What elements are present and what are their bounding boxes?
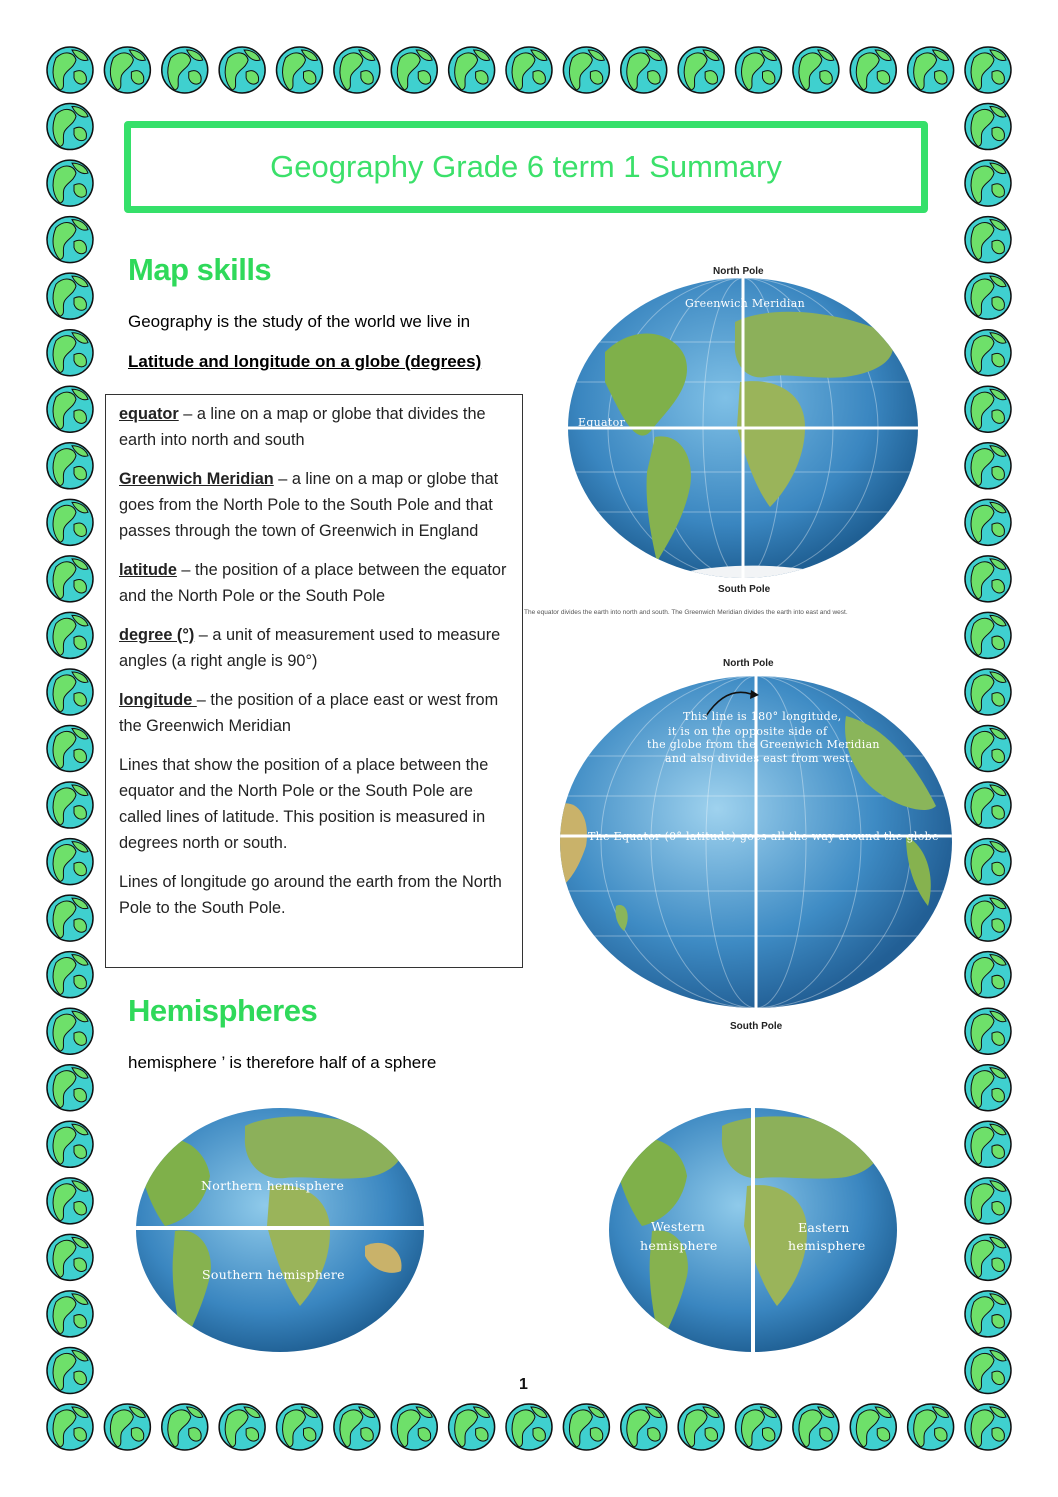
border-globe-icon xyxy=(162,1404,208,1450)
border-globe-icon xyxy=(219,47,265,93)
border-globe-icon xyxy=(47,612,93,658)
border-globe-icon xyxy=(850,1404,896,1450)
border-globe-icon xyxy=(47,782,93,828)
def-text: the position of a place east or west from the Greenwich Meridian xyxy=(119,691,499,735)
border-globe-icon xyxy=(391,47,437,93)
border-globe-icon xyxy=(965,217,1011,263)
border-globe-icon xyxy=(965,330,1011,376)
border-globe-icon xyxy=(965,839,1011,885)
border-globe-icon xyxy=(965,1291,1011,1337)
border-globe-icon xyxy=(908,47,954,93)
border-globe-icon xyxy=(965,1234,1011,1280)
border-globe-icon xyxy=(965,1178,1011,1224)
border-globe-icon xyxy=(678,1404,724,1450)
def-text: a line on a map or globe that goes from the North Pole to the South Pole and that passes through the town of Greenwich in England xyxy=(119,470,499,540)
border-globe-icon xyxy=(563,1404,609,1450)
border-globe-icon xyxy=(47,386,93,432)
border-globe-icon xyxy=(334,47,380,93)
border-globe-icon xyxy=(47,1404,93,1450)
label-eastern-2: hemisphere xyxy=(788,1238,866,1253)
label-western-2: hemisphere xyxy=(640,1238,718,1253)
border-globe-icon xyxy=(47,1065,93,1111)
globe-north-south xyxy=(135,1106,425,1356)
intro-text: Geography is the study of the world we live in xyxy=(128,312,471,331)
hemispheres-heading: Hemispheres xyxy=(128,993,318,1028)
border-globe-icon xyxy=(47,895,93,941)
border-globe-icon xyxy=(793,47,839,93)
border-globe-icon xyxy=(47,1121,93,1167)
definitions-box xyxy=(105,394,523,968)
globe-180-longitude xyxy=(556,676,952,1016)
border-globe-icon xyxy=(449,1404,495,1450)
sep: – xyxy=(176,561,196,579)
border-globe-icon xyxy=(736,1404,782,1450)
term-longitude: longitude xyxy=(119,691,197,709)
border-globe-icon xyxy=(47,273,93,319)
sep: – xyxy=(196,691,211,709)
label-northern: Northern hemisphere xyxy=(201,1178,345,1193)
title-box xyxy=(124,121,928,213)
def-longitude xyxy=(119,687,510,739)
border-globe-icon xyxy=(449,47,495,93)
def-degree xyxy=(119,622,510,674)
border-globe-icon xyxy=(965,1347,1011,1393)
border-globe-icon xyxy=(391,1404,437,1450)
globe-equator-meridian xyxy=(565,262,925,600)
border-globe-icon xyxy=(47,839,93,885)
def-equator xyxy=(119,401,510,453)
border-globe-icon xyxy=(965,1121,1011,1167)
equator-note: The Equator (0° latitude) goes all the way around the globe xyxy=(588,830,939,843)
border-globe-icon xyxy=(47,726,93,772)
border-globe-icon xyxy=(850,47,896,93)
label-equator: Equator xyxy=(578,416,626,429)
border-globe-icon xyxy=(965,443,1011,489)
def-greenwich xyxy=(119,466,510,544)
note-line1: This line is 180° longitude, xyxy=(683,710,842,723)
globe1-north-pole: North Pole xyxy=(713,266,764,277)
border-globe-icon xyxy=(965,556,1011,602)
label-eastern-1: Eastern xyxy=(798,1220,850,1235)
term-degree: degree (°) xyxy=(119,626,195,644)
border-globe-icon xyxy=(965,726,1011,772)
note-line2: it is on the opposite side of xyxy=(668,725,828,738)
border-globe-icon xyxy=(965,386,1011,432)
border-globe-icon xyxy=(47,160,93,206)
para-longitude: Lines of longitude go around the earth from the North Pole to the South Pole. xyxy=(119,873,502,917)
label-western-1: Western xyxy=(651,1219,706,1234)
border-globe-icon xyxy=(965,160,1011,206)
border-globe-icon xyxy=(47,556,93,602)
def-latitude xyxy=(119,557,510,609)
globe1-caption: The equator divides the earth into north and south. The Greenwich Meridian divides the earth into east and west. xyxy=(524,609,848,616)
para-latitude: Lines that show the position of a place between the equator and the North Pole or the South Pole are called lines of latitude. This position is measured in degrees north or south. xyxy=(119,756,489,852)
latlong-subheading: Latitude and longitude on a globe (degrees) xyxy=(128,352,482,371)
def-text: the position of a place between the equator and the North Pole or the South Pole xyxy=(119,561,507,605)
border-globe-icon xyxy=(965,612,1011,658)
border-globe-icon xyxy=(965,1008,1011,1054)
border-globe-icon xyxy=(47,443,93,489)
border-globe-icon xyxy=(621,1404,667,1450)
border-globe-icon xyxy=(793,1404,839,1450)
border-globe-icon xyxy=(965,104,1011,150)
sep: – xyxy=(178,405,197,423)
border-globe-icon xyxy=(162,47,208,93)
border-globe-icon xyxy=(965,499,1011,545)
border-globe-icon xyxy=(621,47,667,93)
border-globe-icon xyxy=(965,669,1011,715)
term-equator: equator xyxy=(119,405,179,423)
border-globe-icon xyxy=(506,47,552,93)
page-number: 1 xyxy=(519,1376,528,1393)
term-greenwich: Greenwich Meridian xyxy=(119,470,274,488)
hemisphere-text: hemisphere ’ is therefore half of a sphere xyxy=(128,1053,437,1072)
border-globe-icon xyxy=(277,47,323,93)
border-globe-icon xyxy=(47,669,93,715)
eurasia xyxy=(722,1116,880,1178)
page-title: Geography Grade 6 term 1 Summary xyxy=(270,149,782,184)
border-globe-icon xyxy=(736,47,782,93)
border-globe-icon xyxy=(965,895,1011,941)
border-globe-icon xyxy=(47,104,93,150)
border-globe-icon xyxy=(965,273,1011,319)
border-globe-icon xyxy=(47,330,93,376)
note-line3: the globe from the Greenwich Meridian xyxy=(647,738,880,751)
border-globe-icon xyxy=(47,499,93,545)
def-text: a line on a map or globe that divides the earth into north and south xyxy=(119,405,486,449)
border-globe-icon xyxy=(908,1404,954,1450)
border-globe-icon xyxy=(104,47,150,93)
border-globe-icon xyxy=(47,952,93,998)
globe2-north-pole: North Pole xyxy=(723,658,774,669)
border-globe-icon xyxy=(277,1404,323,1450)
border-globe-icon xyxy=(104,1404,150,1450)
border-globe-icon xyxy=(47,217,93,263)
border-globe-icon xyxy=(47,1178,93,1224)
border-globe-icon xyxy=(965,1404,1011,1450)
border-globe-icon xyxy=(47,1008,93,1054)
border-globe-icon xyxy=(47,1234,93,1280)
eurasia xyxy=(245,1116,403,1178)
label-greenwich: Greenwich Meridian xyxy=(685,297,805,310)
term-latitude: latitude xyxy=(119,561,177,579)
border-globe-icon xyxy=(965,47,1011,93)
eurasia xyxy=(735,312,893,378)
def-text: a unit of measurement used to measure angles (a right angle is 90°) xyxy=(119,626,501,670)
map-skills-heading: Map skills xyxy=(128,252,272,287)
border-globe-icon xyxy=(219,1404,265,1450)
border-globe-icon xyxy=(47,1347,93,1393)
note-line4: and also divides east from west. xyxy=(665,752,854,765)
border-globe-icon xyxy=(334,1404,380,1450)
border-globe-icon xyxy=(563,47,609,93)
sep: – xyxy=(273,470,292,488)
border-globe-icon xyxy=(965,952,1011,998)
label-southern: Southern hemisphere xyxy=(202,1267,345,1282)
border-globe-icon xyxy=(506,1404,552,1450)
border-globe-icon xyxy=(965,1065,1011,1111)
border-globe-icon xyxy=(47,47,93,93)
globe2-south-pole: South Pole xyxy=(730,1021,783,1032)
border-globe-icon xyxy=(47,1291,93,1337)
sep: – xyxy=(194,626,213,644)
globe1-south-pole: South Pole xyxy=(718,584,771,595)
globe-east-west xyxy=(607,1106,899,1356)
border-globe-icon xyxy=(965,782,1011,828)
border-globe-icon xyxy=(678,47,724,93)
